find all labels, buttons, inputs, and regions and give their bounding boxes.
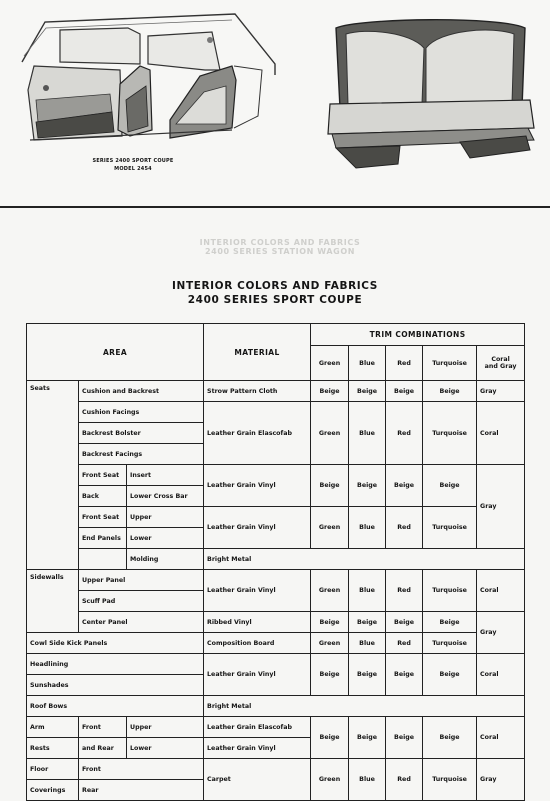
table-row: Sidewalls Upper Panel Leather Grain Vinyl Green Blue Red Turquoise Coral (27, 570, 525, 591)
table-row: Roof Bows Bright Metal (27, 696, 525, 717)
area-sunshades: Sunshades (27, 675, 204, 696)
table-row: Coverings Rear (27, 780, 525, 801)
page-subtitle: 2400 SERIES SPORT COUPE (187, 294, 363, 306)
table-row: Front Seat Insert Leather Grain Vinyl Beige Beige Beige Beige Gray (27, 465, 525, 486)
table-row: Scuff Pad (27, 591, 525, 612)
area-cowl-side: Cowl Side Kick Panels (27, 633, 204, 654)
material-header: MATERIAL (204, 324, 311, 381)
table-row: Molding Bright Metal (27, 549, 525, 570)
page-divider (0, 206, 550, 208)
trim-combinations-header: TRIM COMBINATIONS (311, 324, 525, 346)
table-row: Backrest Facings (27, 444, 525, 465)
color-header-blue: Blue (349, 346, 386, 381)
table-row: Rests and Rear Lower Leather Grain Vinyl (27, 738, 525, 759)
table-row: Center Panel Ribbed Vinyl Beige Beige Beige Beige Gray (27, 612, 525, 633)
color-header-green: Green (311, 346, 349, 381)
area-floor: Floor (27, 759, 79, 780)
area-roof-bows: Roof Bows (27, 696, 204, 717)
color-header-red: Red (386, 346, 423, 381)
trim-combinations-table (26, 323, 525, 801)
area-header: AREA (27, 324, 204, 381)
area-seats: Seats (27, 381, 79, 570)
illustration-caption-model: MODEL 2454 (114, 166, 152, 172)
table-row: Cushion Facings Leather Grain Elascofab Green Blue Red Turquoise Coral (27, 402, 525, 423)
table-row: Seats Cushion and Backrest Strow Pattern Cloth Beige Beige Beige Beige Gray (27, 381, 525, 402)
illustration-caption-series: SERIES 2400 SPORT COUPE (92, 158, 174, 164)
table-row: Arm Front Upper Leather Grain Elascofab Beige Beige Beige Beige Coral (27, 717, 525, 738)
area-rests: Rests (27, 738, 79, 759)
color-header-coral-gray: Coral and Gray (477, 346, 525, 381)
table-row: Cowl Side Kick Panels Composition Board Green Blue Red Turquoise (27, 633, 525, 654)
bleedthrough-title: INTERIOR COLORS AND FABRICS 2400 SERIES STATION WAGON (199, 238, 361, 256)
car-interior-illustration (0, 0, 550, 206)
area-sidewalls: Sidewalls (27, 570, 79, 633)
page-title: INTERIOR COLORS AND FABRICS (172, 280, 378, 292)
table-row: Back Lower Cross Bar (27, 486, 525, 507)
area-coverings: Coverings (27, 780, 79, 801)
area-arm: Arm (27, 717, 79, 738)
table-row: End Panels Lower (27, 528, 525, 549)
color-header-turquoise: Turquoise (423, 346, 477, 381)
table-row: Headlining Leather Grain Vinyl Beige Beige Beige Beige Coral (27, 654, 525, 675)
table-row: Front Seat Upper Leather Grain Vinyl Green Blue Red Turquoise (27, 507, 525, 528)
area-headlining: Headlining (27, 654, 204, 675)
table-row: Backrest Bolster (27, 423, 525, 444)
table-row: Floor Front Carpet Green Blue Red Turquoise Gray (27, 759, 525, 780)
illustration-area (0, 0, 550, 206)
